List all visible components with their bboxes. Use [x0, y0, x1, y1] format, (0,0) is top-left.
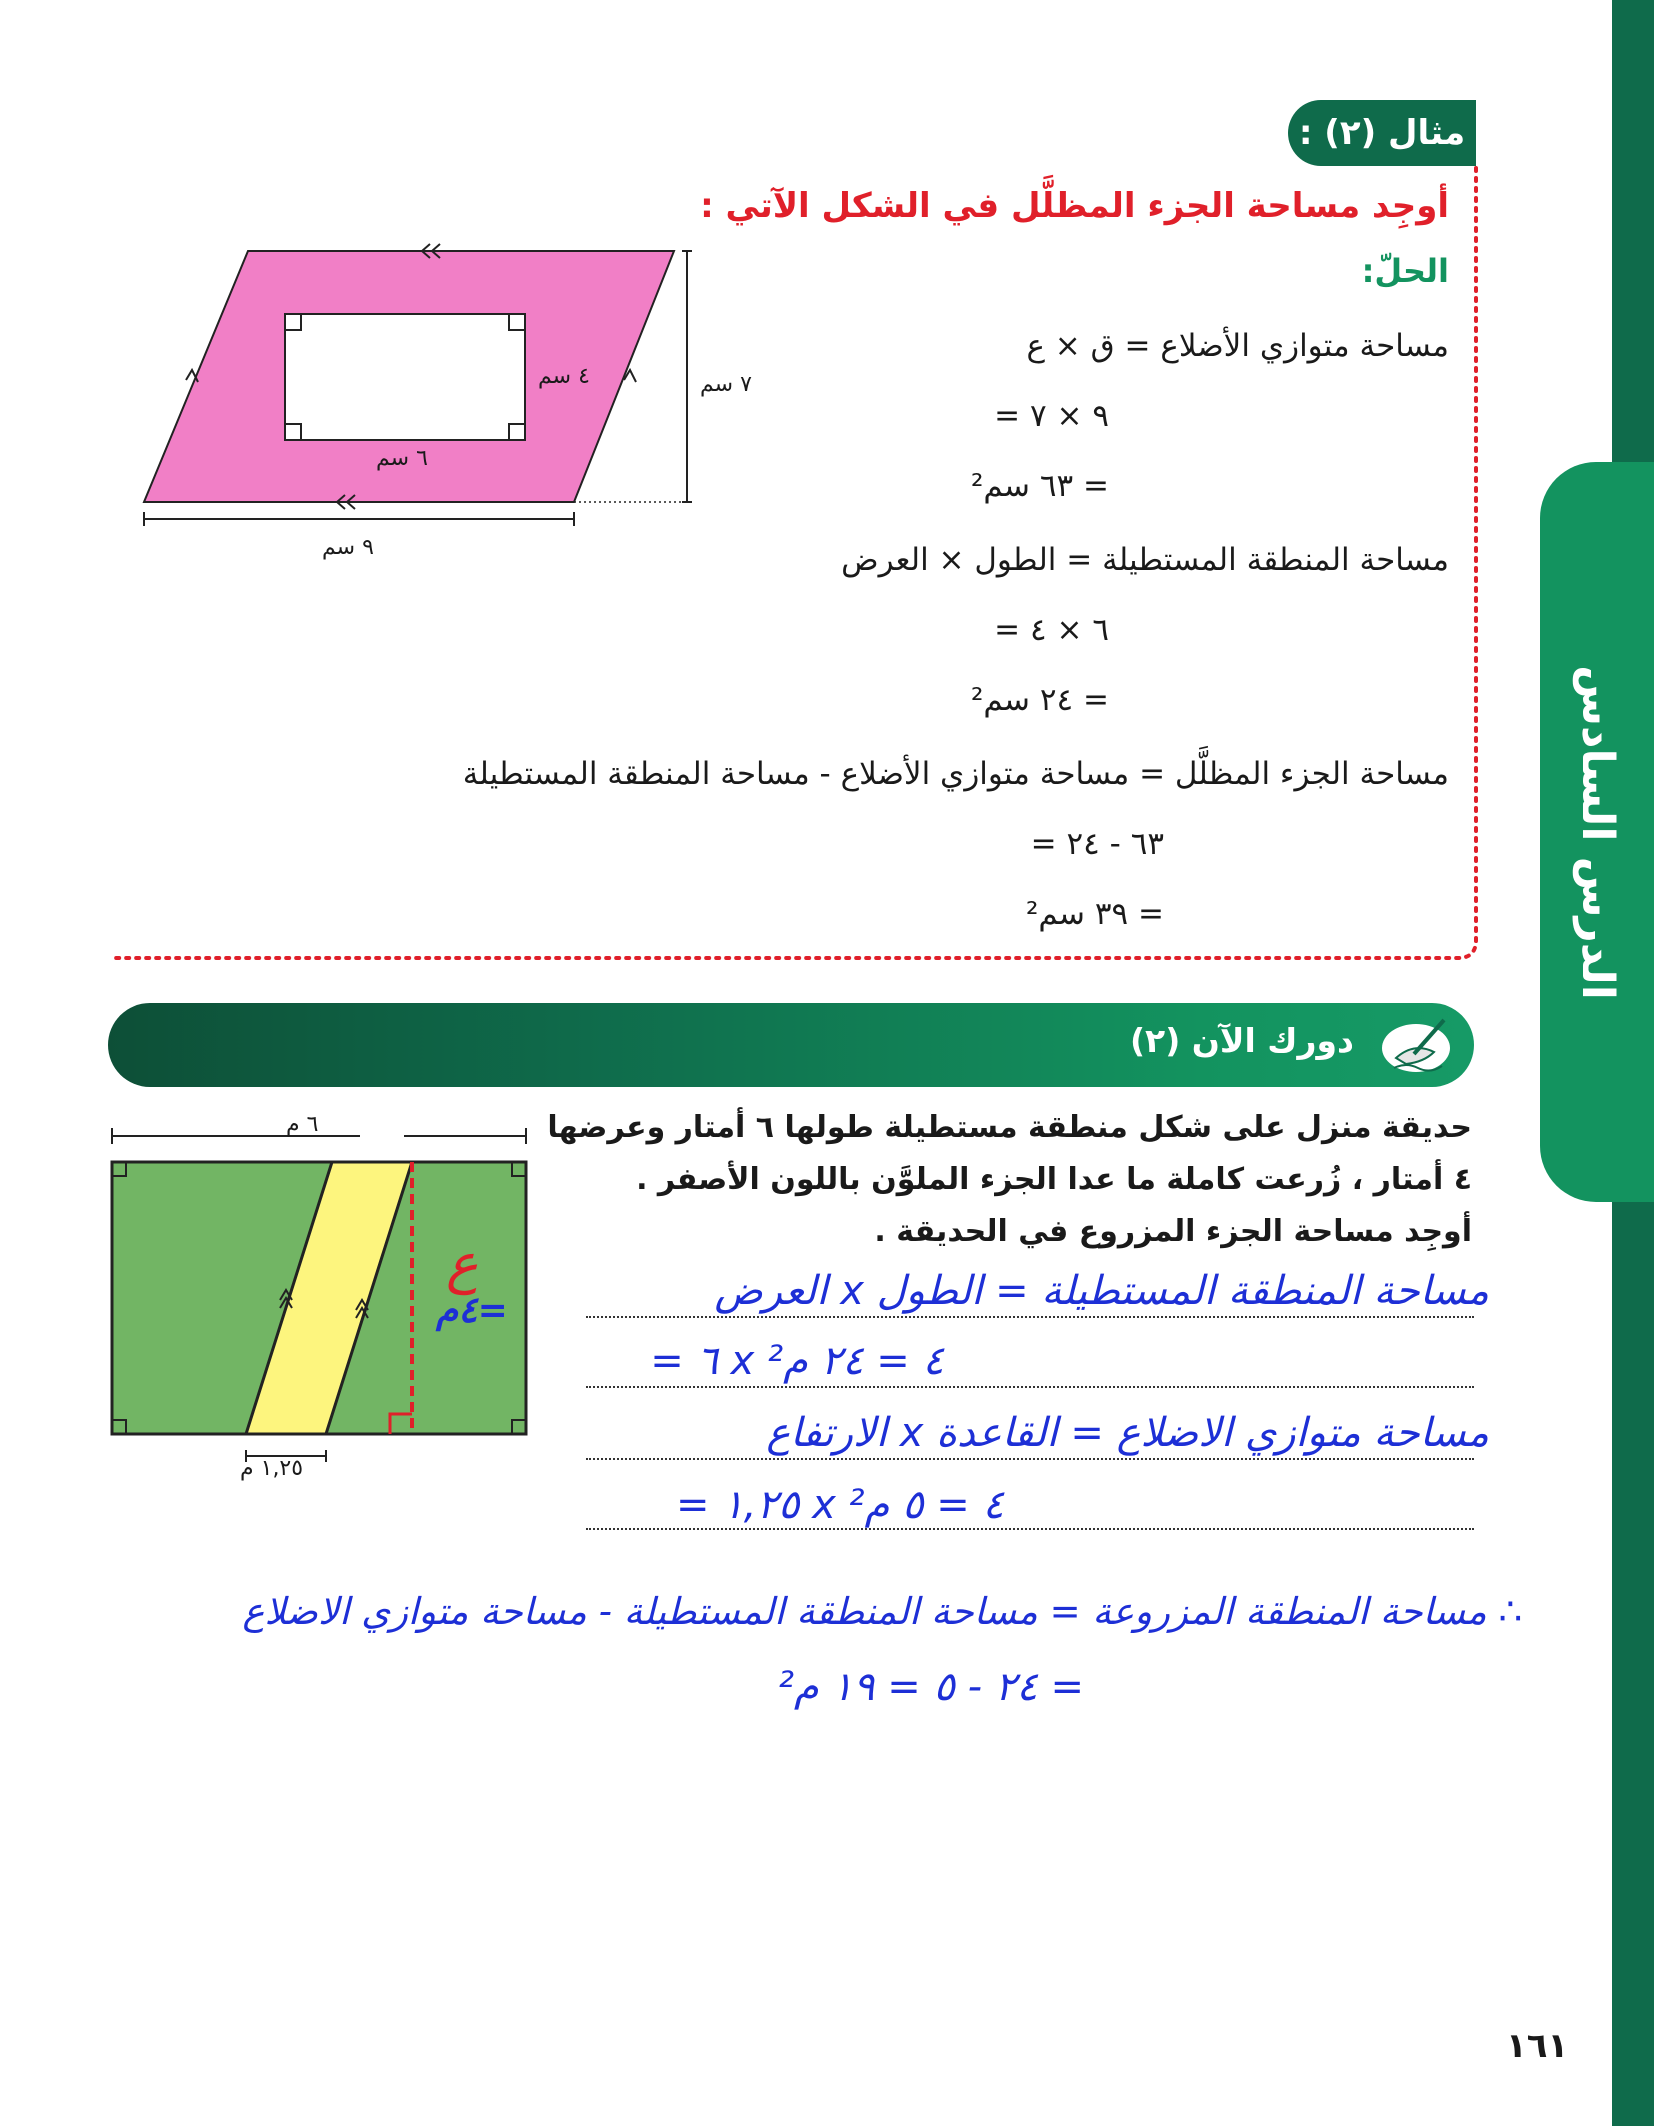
lesson-tab-text: الدرس السادس: [1571, 664, 1623, 1000]
handwriting-line-4: = ١,٢٥ x ٤ = ٥ م²: [676, 1482, 1004, 1528]
blue-height-note: =٤م: [436, 1290, 508, 1331]
question-line-3: أوجِد مساحة الجزء المزروع في الحديقة .: [874, 1214, 1472, 1249]
handwriting-line-2: = ٦ x ٤ = ٢٤ م²: [650, 1338, 944, 1384]
strip-width-label: ١,٢٥ م: [240, 1456, 304, 1481]
solution-line-7: مساحة الجزء المظلَّل = مساحة متوازي الأضلاع - مساحة المنطقة المستطيلة: [462, 756, 1449, 792]
inner-rectangle: [285, 314, 525, 440]
handwriting-line-5: ∴ مساحة المنطقة المزروعة = مساحة المنطقة المستطيلة - مساحة متوازي الاضلاع: [242, 1590, 1522, 1633]
handwriting-line-1: مساحة المنطقة المستطيلة = الطول x العرض: [714, 1268, 1489, 1314]
solution-line-2: = ٩ × ٧: [994, 398, 1109, 434]
rect-width-label: ٤ سم: [538, 364, 590, 389]
solution-line-3: = ٦٣ سم²: [970, 468, 1109, 504]
solution-line-8: = ٦٣ - ٢٤: [1030, 826, 1164, 862]
answer-line-2[interactable]: [586, 1386, 1474, 1388]
base-label: ٩ سم: [322, 535, 374, 560]
answer-line-4[interactable]: [586, 1528, 1474, 1530]
red-height-note: ع: [446, 1232, 479, 1295]
height-label: ٧ سم: [700, 372, 752, 397]
question-line-2: ٤ أمتار ، زُرعت كاملة ما عدا الجزء الملوَّن باللون الأصفر .: [636, 1162, 1472, 1197]
solution-line-4: مساحة المنطقة المستطيلة = الطول × العرض: [841, 542, 1449, 578]
question-line-1: حديقة منزل على شكل منطقة مستطيلة طولها ٦ أمتار وعرضها: [547, 1110, 1472, 1145]
example-question: أوجِد مساحة الجزء المظلَّل في الشكل الآتي :: [700, 186, 1449, 226]
solution-line-6: = ٢٤ سم²: [970, 682, 1109, 718]
pencil-hand-icon: [1376, 1008, 1456, 1078]
handwriting-line-3: مساحة متوازي الاضلاع = القاعدة x الارتفاع: [766, 1410, 1489, 1456]
answer-line-1[interactable]: [586, 1316, 1474, 1318]
answer-line-3[interactable]: [586, 1458, 1474, 1460]
handwriting-line-6: = ٢٤ - ٥ = ١٩ م²: [777, 1664, 1084, 1710]
solution-line-5: = ٦ × ٤: [994, 612, 1109, 648]
solution-line-9: = ٣٩ سم²: [1025, 896, 1164, 932]
solution-line-1: مساحة متوازي الأضلاع = ق × ع: [1026, 328, 1449, 364]
garden-length-label: ٦ م: [286, 1112, 319, 1137]
practice-title: دورك الآن (٢): [1129, 1021, 1354, 1060]
rect-length-label: ٦ سم: [376, 446, 428, 471]
parallelogram-figure: [130, 230, 810, 590]
solution-label: الحلّ:: [1361, 252, 1449, 290]
page-number: ١٦١: [1506, 2026, 1569, 2066]
example-badge: مثال (٢) :: [1288, 100, 1476, 166]
